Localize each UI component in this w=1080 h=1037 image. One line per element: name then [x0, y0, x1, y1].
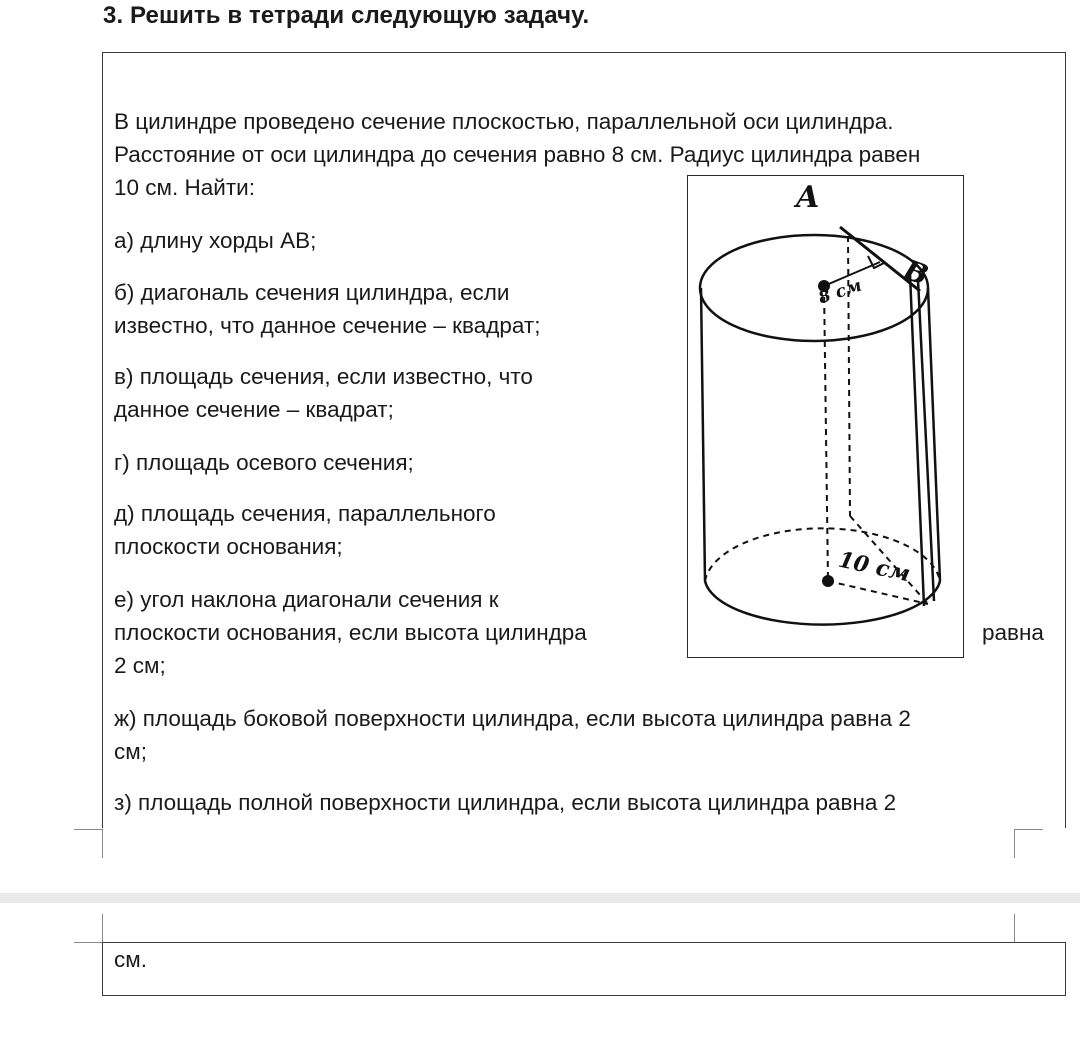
label-10-cm: 10 см — [836, 546, 913, 588]
cylinder-drawing — [688, 176, 965, 659]
bottom-radius — [828, 581, 928, 604]
section-edge-1 — [910, 274, 924, 606]
item-e-line-1: е) угол наклона диагонали сечения к — [114, 587, 499, 612]
page-separator — [0, 893, 1080, 903]
page-corner-mark-left — [74, 829, 103, 858]
page2-content-box — [102, 942, 1066, 996]
item-e-line-2: плоскости основания, если высота цилиндра — [114, 620, 587, 645]
problem-line-3: 10 см. Найти: — [114, 175, 255, 200]
item-b-line-2: известно, что данное сечение – квадрат; — [114, 313, 541, 338]
item-e-line-2-tail: равна — [982, 620, 1044, 645]
item-zh-line-1: ж) площадь боковой поверхности цилиндра, если высота цилиндра равна 2 — [114, 706, 911, 731]
section-edge-2 — [918, 280, 934, 601]
top-base-ellipse — [700, 235, 928, 341]
item-a: а) длину хорды AB; — [114, 228, 317, 253]
item-d-line-1: д) площадь сечения, параллельного — [114, 501, 496, 526]
item-zh-line-2: см; — [114, 739, 147, 764]
label-point-a: A — [796, 180, 820, 215]
page2-text: см. — [114, 947, 147, 972]
bottom-center-point — [822, 575, 834, 587]
page2-corner-mark-right — [1014, 914, 1043, 943]
cylinder-axis — [824, 286, 828, 581]
page2-corner-mark-left — [74, 914, 103, 943]
item-d-line-2: плоскости основания; — [114, 534, 343, 559]
label-8-cm: 8 см — [815, 275, 865, 309]
task-heading: 3. Решить в тетради следующую задачу. — [103, 2, 590, 29]
item-b-line-1: б) диагональ сечения цилиндра, если — [114, 280, 510, 305]
item-v-line-2: данное сечение – квадрат; — [114, 397, 394, 422]
item-g: г) площадь осевого сечения; — [114, 450, 414, 475]
item-z-line-1: з) площадь полной поверхности цилиндра, если высота цилиндра равна 2 — [114, 790, 897, 815]
label-point-b: B — [899, 252, 933, 293]
problem-line-2: Расстояние от оси цилиндра до сечения равно 8 см. Радиус цилиндра равен — [114, 142, 921, 167]
bottom-base-front — [705, 581, 940, 625]
page-corner-mark-right — [1014, 829, 1043, 858]
cylinder-figure — [687, 175, 964, 658]
item-e-line-3: 2 см; — [114, 653, 166, 678]
left-side — [701, 288, 705, 581]
problem-line-1: В цилиндре проведено сечение плоскостью, параллельной оси цилиндра. — [114, 109, 894, 134]
item-v-line-1: в) площадь сечения, если известно, что — [114, 364, 533, 389]
